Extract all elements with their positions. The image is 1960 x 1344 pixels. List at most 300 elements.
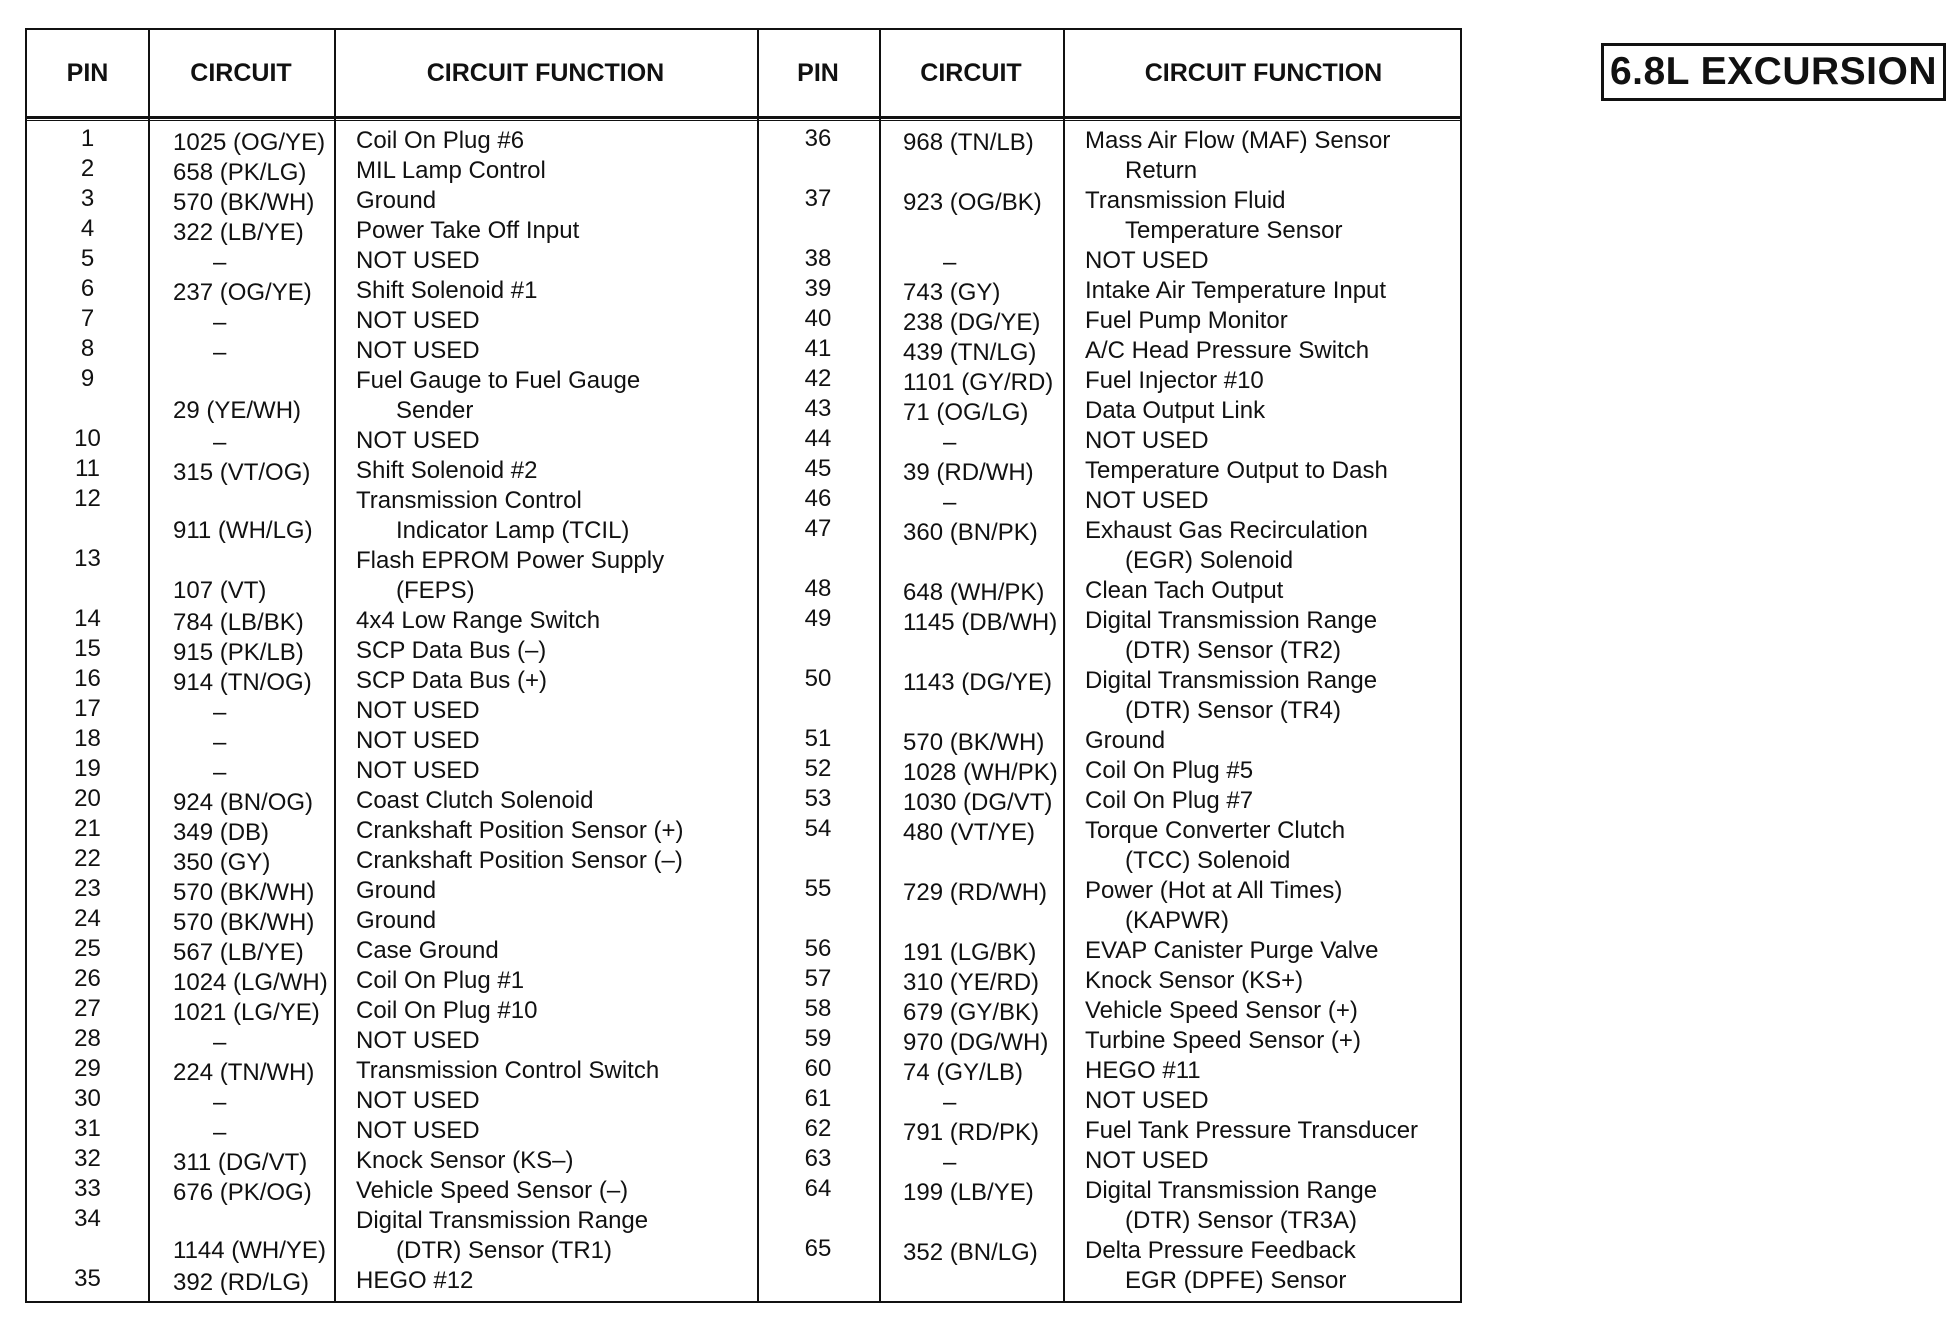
function-line: NOT USED	[356, 727, 480, 754]
circuit-function	[356, 606, 600, 636]
pin-number: 41	[804, 335, 832, 362]
pin-number: 36	[804, 125, 832, 152]
function-line: Digital Transmission Range	[1085, 1177, 1378, 1204]
table-row	[27, 846, 757, 876]
circuit-id: 352 (BN/LG)	[903, 1239, 1038, 1266]
circuit-id: 199 (LB/YE)	[903, 1179, 1034, 1206]
function-line: Digital Transmission Range	[356, 1207, 649, 1234]
pin-number: 59	[804, 1025, 832, 1052]
function-line: Crankshaft Position Sensor (–)	[356, 847, 683, 874]
circuit-function	[1085, 966, 1303, 996]
circuit-id: 570 (BK/WH)	[173, 879, 315, 906]
table-row	[757, 786, 1487, 816]
table-row	[27, 1146, 757, 1176]
table-row	[27, 606, 757, 636]
pin-number: 16	[74, 665, 101, 692]
pin-number: 62	[804, 1115, 832, 1142]
circuit-function	[1085, 426, 1209, 456]
circuit-id: –	[213, 1089, 227, 1116]
function-line: Transmission Control	[356, 487, 582, 514]
function-line: NOT USED	[356, 1087, 480, 1114]
table-row	[757, 1146, 1487, 1176]
circuit-id: –	[943, 249, 957, 276]
function-line: Transmission Control Switch	[356, 1057, 660, 1084]
pin-number: 53	[804, 785, 832, 812]
circuit-function	[356, 156, 546, 186]
pin-number: 55	[804, 875, 832, 902]
circuit-function	[356, 1056, 659, 1086]
circuit-function	[356, 366, 640, 426]
table-row	[27, 876, 757, 906]
circuit-id: 1101 (GY/RD)	[903, 369, 1054, 396]
pin-number: 60	[804, 1055, 832, 1082]
table-row	[757, 186, 1487, 246]
header-pin: PIN	[66, 58, 109, 87]
pin-number: 1	[80, 125, 95, 152]
function-line: NOT USED	[356, 1027, 480, 1054]
pin-number: 52	[804, 755, 832, 782]
function-line: HEGO #11	[1085, 1057, 1201, 1084]
circuit-id: –	[943, 429, 957, 456]
function-line: Case Ground	[356, 937, 499, 964]
function-line: Transmission Fluid	[1085, 187, 1286, 214]
table-row	[27, 816, 757, 846]
circuit-function	[356, 1026, 480, 1056]
circuit-id: –	[943, 1089, 957, 1116]
circuit-function	[1085, 276, 1386, 306]
circuit-id: 191 (LG/BK)	[903, 939, 1037, 966]
function-line-continued: (DTR) Sensor (TR3A)	[1125, 1207, 1358, 1234]
circuit-function	[356, 636, 546, 666]
circuit-id: 310 (YE/RD)	[903, 969, 1040, 996]
function-line: NOT USED	[1085, 1147, 1209, 1174]
pin-number: 35	[74, 1265, 101, 1292]
table-row	[27, 246, 757, 276]
circuit-id: 360 (BN/PK)	[903, 519, 1038, 546]
circuit-id: 567 (LB/YE)	[173, 939, 304, 966]
function-line-continued: (EGR) Solenoid	[1125, 547, 1294, 574]
header-circuit-function: CIRCUIT FUNCTION	[1144, 58, 1383, 87]
circuit-function	[356, 786, 593, 816]
function-line: NOT USED	[356, 697, 480, 724]
table-row	[757, 1116, 1487, 1146]
pin-number: 31	[74, 1115, 101, 1142]
circuit-id: 237 (OG/YE)	[173, 279, 312, 306]
pinout-table	[25, 28, 1462, 1303]
function-line: NOT USED	[356, 1117, 480, 1144]
circuit-function	[356, 1176, 628, 1206]
circuit-id: 1144 (WH/YE)	[173, 1237, 326, 1264]
function-line: Ground	[356, 907, 437, 934]
circuit-id: 784 (LB/BK)	[173, 609, 304, 636]
function-line: Ground	[356, 187, 437, 214]
circuit-id: 729 (RD/WH)	[903, 879, 1048, 906]
pin-number: 17	[74, 695, 101, 722]
pin-number: 58	[804, 995, 832, 1022]
circuit-id: 970 (DG/WH)	[903, 1029, 1049, 1056]
pin-number: 37	[804, 185, 832, 212]
function-line: NOT USED	[356, 337, 480, 364]
circuit-function	[1085, 606, 1377, 666]
table-row	[757, 936, 1487, 966]
circuit-id: 1025 (OG/YE)	[173, 129, 326, 156]
function-line: NOT USED	[356, 307, 480, 334]
pin-number: 5	[80, 245, 95, 272]
circuit-id: 658 (PK/LG)	[173, 159, 307, 186]
circuit-function	[356, 696, 480, 726]
table-row	[27, 366, 757, 426]
table-row	[27, 546, 757, 606]
pin-number: 30	[74, 1085, 101, 1112]
table-row	[27, 216, 757, 246]
function-line: Fuel Tank Pressure Transducer	[1085, 1117, 1419, 1144]
table-row	[757, 996, 1487, 1026]
function-line: Delta Pressure Feedback	[1085, 1237, 1356, 1264]
circuit-id: –	[213, 249, 227, 276]
circuit-id: 648 (WH/PK)	[903, 579, 1045, 606]
circuit-function	[356, 996, 537, 1026]
function-line: Knock Sensor (KS–)	[356, 1147, 574, 1174]
circuit-function	[1085, 576, 1283, 606]
table-row	[757, 396, 1487, 426]
circuit-function	[1085, 486, 1209, 516]
function-line: NOT USED	[1085, 487, 1209, 514]
header-circuit-function: CIRCUIT FUNCTION	[426, 58, 665, 87]
pin-number: 20	[74, 785, 101, 812]
table-row	[757, 756, 1487, 786]
circuit-id: –	[213, 309, 227, 336]
function-line: Digital Transmission Range	[1085, 667, 1378, 694]
pin-number: 50	[804, 665, 832, 692]
pin-number: 23	[74, 875, 101, 902]
table-row	[27, 426, 757, 456]
circuit-id: 350 (GY)	[173, 849, 271, 876]
circuit-id: 311 (DG/VT)	[173, 1149, 308, 1176]
circuit-id: 224 (TN/WH)	[173, 1059, 315, 1086]
circuit-id: 1030 (DG/VT)	[903, 789, 1053, 816]
page-title: 6.8L EXCURSION	[1601, 43, 1946, 101]
pin-number: 46	[804, 485, 832, 512]
table-row	[27, 966, 757, 996]
circuit-id: 39 (RD/WH)	[903, 459, 1034, 486]
circuit-function	[1085, 726, 1165, 756]
function-line: SCP Data Bus (+)	[356, 667, 547, 694]
pin-number: 33	[74, 1175, 101, 1202]
circuit-function	[1085, 336, 1369, 366]
pin-number: 64	[804, 1175, 832, 1202]
function-line: MIL Lamp Control	[356, 157, 546, 184]
circuit-id: –	[943, 1149, 957, 1176]
table-row	[757, 1176, 1487, 1236]
table-row	[27, 126, 757, 156]
circuit-id: 315 (VT/OG)	[173, 459, 311, 486]
circuit-id: 107 (VT)	[173, 577, 267, 604]
circuit-id: 923 (OG/BK)	[903, 189, 1042, 216]
circuit-id: 743 (GY)	[903, 279, 1001, 306]
function-line: Fuel Pump Monitor	[1085, 307, 1288, 334]
circuit-id: 29 (YE/WH)	[173, 397, 302, 424]
circuit-function	[356, 216, 579, 246]
pin-number: 42	[804, 365, 832, 392]
function-line: EVAP Canister Purge Valve	[1085, 937, 1379, 964]
function-line-continued: (DTR) Sensor (TR2)	[1125, 637, 1342, 664]
table-row	[27, 306, 757, 336]
circuit-id: 71 (OG/LG)	[903, 399, 1029, 426]
circuit-function	[356, 666, 547, 696]
header-divider	[27, 120, 1460, 121]
pin-number: 56	[804, 935, 832, 962]
table-row	[757, 456, 1487, 486]
function-line: Coil On Plug #1	[356, 967, 525, 994]
table-row	[757, 576, 1487, 606]
circuit-function	[356, 306, 480, 336]
table-row	[757, 246, 1487, 276]
circuit-function	[1085, 246, 1209, 276]
function-line: Power (Hot at All Times)	[1085, 877, 1343, 904]
pin-number: 15	[74, 635, 101, 662]
pin-number: 49	[804, 605, 832, 632]
circuit-id: 1143 (DG/YE)	[903, 669, 1052, 696]
circuit-function	[356, 336, 480, 366]
circuit-id: –	[213, 429, 227, 456]
function-line: NOT USED	[356, 427, 480, 454]
function-line: SCP Data Bus (–)	[356, 637, 547, 664]
function-line: Vehicle Speed Sensor (+)	[1085, 997, 1358, 1024]
pin-number: 34	[74, 1205, 101, 1232]
header-pin: PIN	[797, 58, 839, 87]
circuit-id: 480 (VT/YE)	[903, 819, 1036, 846]
table-row	[27, 726, 757, 756]
pin-number: 63	[804, 1145, 832, 1172]
table-row	[757, 306, 1487, 336]
table-row	[757, 366, 1487, 396]
circuit-function	[1085, 456, 1388, 486]
table-row	[27, 996, 757, 1026]
table-row	[27, 1056, 757, 1086]
pin-number: 45	[804, 455, 832, 482]
circuit-id: –	[213, 759, 227, 786]
pin-number: 51	[804, 725, 832, 752]
function-line: Knock Sensor (KS+)	[1085, 967, 1304, 994]
table-row	[27, 456, 757, 486]
pin-number: 47	[804, 515, 832, 542]
header-circuit: CIRCUIT	[920, 58, 1022, 87]
function-line-continued: EGR (DPFE) Sensor	[1125, 1267, 1347, 1294]
pin-number: 12	[74, 485, 101, 512]
table-row	[757, 1086, 1487, 1116]
circuit-id: 570 (BK/WH)	[173, 189, 315, 216]
pin-number: 14	[74, 605, 101, 632]
circuit-function	[1085, 366, 1264, 396]
circuit-function	[1085, 186, 1342, 246]
function-line: Coil On Plug #7	[1085, 787, 1254, 814]
table-row	[27, 276, 757, 306]
table-row	[27, 486, 757, 546]
circuit-function	[1085, 516, 1368, 576]
table-row	[27, 666, 757, 696]
circuit-function	[1085, 1056, 1201, 1086]
circuit-id: 1021 (LG/YE)	[173, 999, 320, 1026]
function-line: Data Output Link	[1085, 397, 1266, 424]
circuit-function	[1085, 666, 1377, 726]
circuit-id: 1028 (WH/PK)	[903, 759, 1058, 786]
circuit-id: 791 (RD/PK)	[903, 1119, 1040, 1146]
circuit-function	[356, 816, 683, 846]
circuit-function	[356, 876, 436, 906]
function-line: Temperature Output to Dash	[1085, 457, 1388, 484]
circuit-id: 679 (GY/BK)	[903, 999, 1040, 1026]
circuit-function	[356, 1086, 480, 1116]
table-row	[27, 1176, 757, 1206]
function-line: Clean Tach Output	[1085, 577, 1284, 604]
pin-number: 2	[80, 155, 95, 182]
pin-number: 25	[74, 935, 101, 962]
function-line: Coil On Plug #5	[1085, 757, 1254, 784]
function-line: Power Take Off Input	[356, 217, 580, 244]
table-row	[27, 636, 757, 666]
table-row	[27, 786, 757, 816]
pin-number: 3	[80, 185, 95, 212]
pin-number: 38	[804, 245, 832, 272]
circuit-id: 570 (BK/WH)	[173, 909, 315, 936]
pin-number: 7	[80, 305, 95, 332]
function-line: Coil On Plug #10	[356, 997, 538, 1024]
pin-number: 43	[804, 395, 832, 422]
function-line-continued: (TCC) Solenoid	[1125, 847, 1291, 874]
circuit-function	[1085, 1086, 1209, 1116]
function-line: Torque Converter Clutch	[1085, 817, 1346, 844]
circuit-function	[356, 546, 664, 606]
function-line-continued: (KAPWR)	[1125, 907, 1229, 934]
function-line: NOT USED	[1085, 1087, 1209, 1114]
table-row	[27, 1026, 757, 1056]
function-line: Coast Clutch Solenoid	[356, 787, 594, 814]
circuit-id: 676 (PK/OG)	[173, 1179, 312, 1206]
circuit-function	[1085, 1236, 1356, 1296]
function-line: Vehicle Speed Sensor (–)	[356, 1177, 629, 1204]
function-line-continued: (DTR) Sensor (TR1)	[396, 1237, 613, 1264]
pin-number: 4	[80, 215, 95, 242]
circuit-id: 570 (BK/WH)	[903, 729, 1045, 756]
circuit-function	[356, 1116, 480, 1146]
circuit-function	[1085, 1176, 1377, 1236]
function-line: Mass Air Flow (MAF) Sensor	[1085, 127, 1391, 154]
circuit-function	[356, 246, 480, 276]
pin-number: 28	[74, 1025, 101, 1052]
function-line: NOT USED	[356, 757, 480, 784]
pin-number: 61	[804, 1085, 832, 1112]
circuit-id: 915 (PK/LB)	[173, 639, 304, 666]
circuit-function	[356, 486, 629, 546]
function-line: NOT USED	[1085, 427, 1209, 454]
table-row	[27, 1206, 757, 1266]
table-row	[27, 756, 757, 786]
circuit-function	[1085, 1026, 1361, 1056]
table-row	[27, 186, 757, 216]
circuit-id: 349 (DB)	[173, 819, 270, 846]
table-row	[757, 606, 1487, 666]
pin-number: 54	[804, 815, 832, 842]
table-row	[757, 516, 1487, 576]
function-line: NOT USED	[356, 247, 480, 274]
function-line-continued: Temperature Sensor	[1125, 217, 1343, 244]
circuit-id: –	[213, 1029, 227, 1056]
circuit-function	[356, 966, 524, 996]
table-row	[27, 156, 757, 186]
pin-number: 11	[75, 455, 100, 482]
function-line: NOT USED	[1085, 247, 1209, 274]
table-row	[27, 906, 757, 936]
circuit-function	[1085, 1146, 1209, 1176]
function-line: Fuel Injector #10	[1085, 367, 1264, 394]
circuit-id: 914 (TN/OG)	[173, 669, 312, 696]
pin-number: 19	[74, 755, 101, 782]
table-row	[757, 1056, 1487, 1086]
circuit-id: 1024 (LG/WH)	[173, 969, 328, 996]
circuit-function	[1085, 786, 1253, 816]
table-row	[27, 696, 757, 726]
pin-number: 22	[74, 845, 101, 872]
function-line: Shift Solenoid #1	[356, 277, 538, 304]
table-row	[757, 726, 1487, 756]
function-line: 4x4 Low Range Switch	[356, 607, 601, 634]
table-row	[757, 276, 1487, 306]
circuit-id: 238 (DG/YE)	[903, 309, 1041, 336]
function-line: Flash EPROM Power Supply	[356, 547, 665, 574]
function-line-continued: Indicator Lamp (TCIL)	[396, 517, 630, 544]
circuit-id: 968 (TN/LB)	[903, 129, 1034, 156]
circuit-function	[356, 126, 524, 156]
function-line-continued: (FEPS)	[396, 577, 475, 604]
table-row	[27, 1266, 757, 1296]
circuit-function	[1085, 306, 1288, 336]
function-line: Ground	[1085, 727, 1166, 754]
function-line: Digital Transmission Range	[1085, 607, 1378, 634]
pin-number: 26	[74, 965, 101, 992]
circuit-function	[356, 1206, 648, 1266]
pin-number: 65	[804, 1235, 832, 1262]
pin-number: 27	[74, 995, 101, 1022]
circuit-id: 322 (LB/YE)	[173, 219, 304, 246]
circuit-id: –	[213, 1119, 227, 1146]
circuit-function	[356, 1266, 473, 1296]
circuit-id: 392 (RD/LG)	[173, 1269, 310, 1296]
circuit-function	[1085, 876, 1342, 936]
table-row	[757, 666, 1487, 726]
pin-number: 10	[74, 425, 101, 452]
function-line: Exhaust Gas Recirculation	[1085, 517, 1368, 544]
circuit-function	[1085, 126, 1390, 186]
circuit-function	[356, 846, 683, 876]
pin-number: 32	[74, 1145, 101, 1172]
circuit-id: 924 (BN/OG)	[173, 789, 314, 816]
circuit-id: –	[213, 729, 227, 756]
table-row	[757, 876, 1487, 936]
function-line-continued: (DTR) Sensor (TR4)	[1125, 697, 1342, 724]
function-line-continued: Sender	[396, 397, 474, 424]
function-line: HEGO #12	[356, 1267, 474, 1294]
circuit-function	[356, 186, 436, 216]
table-row	[757, 486, 1487, 516]
pin-number: 29	[74, 1055, 101, 1082]
pin-number: 6	[80, 275, 95, 302]
table-row	[757, 126, 1487, 186]
circuit-function	[356, 906, 436, 936]
function-line: Turbine Speed Sensor (+)	[1085, 1027, 1361, 1054]
table-row	[757, 1236, 1487, 1296]
table-row	[27, 1086, 757, 1116]
circuit-function	[1085, 756, 1253, 786]
